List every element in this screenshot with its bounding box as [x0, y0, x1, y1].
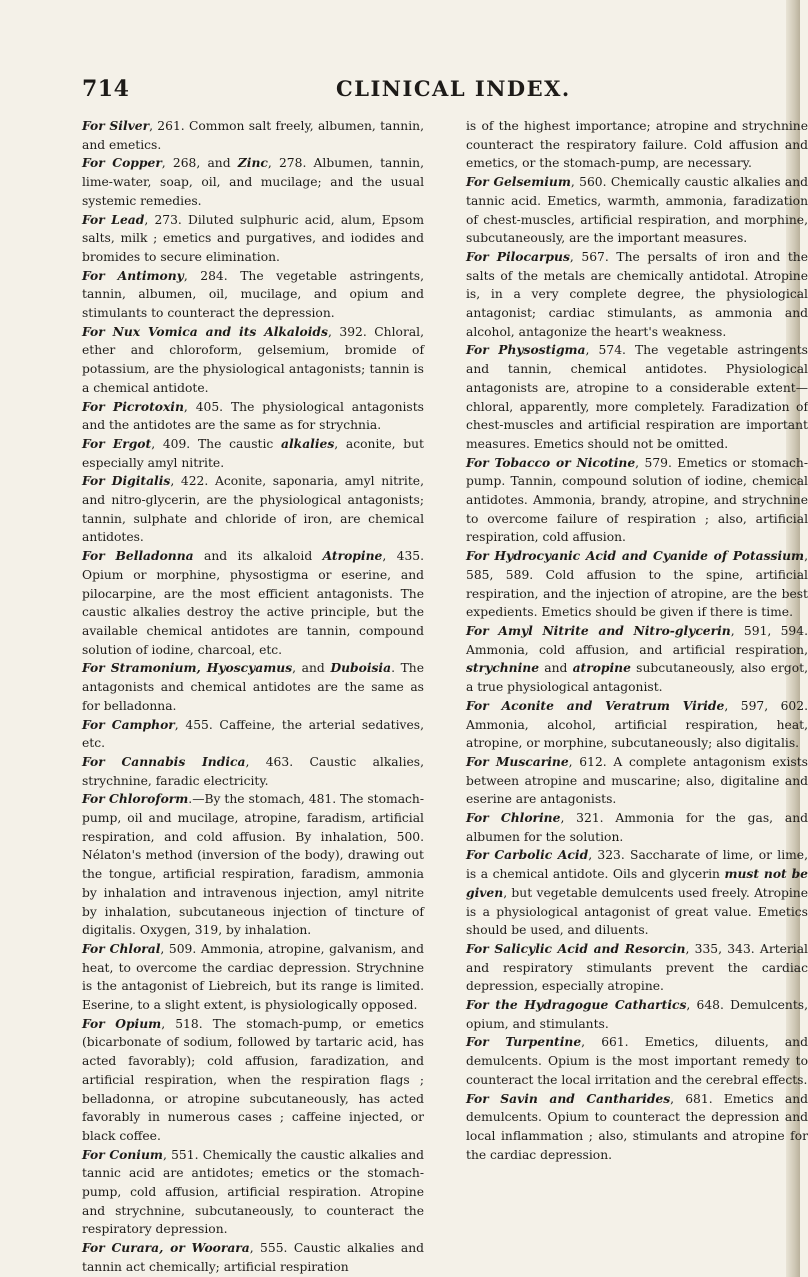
index-entry: For Chloroform.—By the stomach, 481. The stomach-pump, oil and mucilage, atropine, faradism, artificial respiration, and cold affusion. By inhalation, 500. Nélaton's method (inversion of the body), drawing out the tongue, artificial respiration, faradism, ammonia by inhalation and intravenous injection, amyl nitrite by inhalation, subcutaneous injection of tincture of digitalis. Oxygen, 319, by inhalation. [82, 791, 424, 938]
index-entry: For Hydrocyanic Acid and Cyanide of Potassium, 585, 589. Cold affusion to the spine, artificial respiration, and the injection of atropine, are the best expedients. Emetics should be given if there is time. [466, 548, 808, 620]
index-entry: For Cannabis Indica, 463. Caustic alkalies, strychnine, faradic electricity. [82, 753, 425, 788]
index-entry: For Belladonna and its alkaloid Atropine, 435. Opium or morphine, physostigma or eserine, and pilocarpine, are the most efficient antagonists. The caustic alkalies destroy the active principle, but the available chemical antidotes are tannin, compound solution of iodine, charcoal, etc. [82, 548, 424, 657]
index-entry: For Physostigma, 574. The vegetable astringents and tannin, chemical antidotes. Physiological antagonists are, atropine to a considerable extent—chloral, apparently, more completely. Faradization of chest-muscles and artificial respiration are important measures. Emetics should not be omitted. [466, 342, 808, 451]
index-entry: For Curara, or Woorara, 555. Caustic alkalies and tannin act chemically; artificial respiration [82, 1240, 424, 1274]
index-entry: For Salicylic Acid and Resorcin, 335, 343. Arterial and respiratory stimulants prevent the cardiac depression, especially atropine. [466, 940, 808, 994]
index-entry: For the Hydragogue Cathartics, 648. Demulcents, opium, and stimulants. [466, 997, 808, 1031]
page-number: 714 [82, 76, 130, 102]
index-entry: For Gelsemium, 560. Chemically caustic alkalies and tannic acid. Emetics, warmth, ammonia, faradization of chest-muscles, artificial respiration, and morphine, subcutaneously, are the important measures. [466, 174, 808, 246]
index-entry: For Tobacco or Nicotine, 579. Emetics or stomach-pump. Tannin, compound solution of iodine, chemical antidotes. Ammonia, brandy, atropine, and strychnine to overcome failure of respiration ; also, artificial respiration, cold affusion. [466, 454, 808, 545]
running-head: CLINICAL INDEX. [336, 76, 571, 101]
index-entry: For Stramonium, Hyoscyamus, and Duboisia. The antagonists and chemical antidotes are the same as for belladonna. [82, 660, 425, 713]
index-entry: For Savin and Cantharides, 681. Emetics and demulcents. Opium to counteract the depression and local inflammation ; also, stimulants and atropine for the cardiac depression. [466, 1090, 808, 1162]
index-entry: For Carbolic Acid, 323. Saccharate of lime, or lime, is a chemical antidote. Oils and glycerin must not be given, but vegetable demulcents used freely. Atropine is a physiological antagonist of great value. Emetics should be used, and diluents. [466, 847, 808, 938]
index-entry: For Picrotoxin, 405. The physiological antagonists and the antidotes are the same as for strychnia. [82, 398, 424, 433]
index-entry: For Aconite and Veratrum Viride, 597, 602. Ammonia, alcohol, artificial respiration, heat, atropine, or morphine, subcutaneously; also digitalis. [466, 697, 808, 751]
index-entry: For Ergot, 409. The caustic alkalies, aconite, but especially amyl nitrite. [82, 435, 424, 470]
right-column [466, 117, 808, 1164]
index-entry: For Antimony, 284. The vegetable astringents, tannin, albumen, oil, mucilage, and opium and stimulants to counteract the depression. [82, 267, 424, 321]
index-entry: For Pilocarpus, 567. The persalts of iron and the salts of the metals are chemically antidotal. Atropine is, in a very complete degree, the physiological antagonist; cardiac stimulants, as ammonia and alcohol, antagonize the heart's weakness. [466, 248, 808, 339]
index-entry: For Chlorine, 321. Ammonia for the gas, and albumen for the solution. [466, 810, 808, 844]
index-entry: For Conium, 551. Chemically the caustic alkalies and tannic acid are antidotes; emetics or the stomach-pump, cold affusion, artificial respiration. Atropine and strychnine, subcutaneously, to counteract the respiratory depression. [82, 1146, 424, 1237]
index-entry: For Camphor, 455. Caffeine, the arterial sedatives, etc. [82, 716, 424, 751]
index-entry: For Chloral, 509. Ammonia, atropine, galvanism, and heat, to overcome the cardiac depression. Strychnine is the antagonist of Liebreich, but its range is limited. Eserine, to a slight extent, is physiologically opposed. [82, 940, 424, 1013]
index-entry: For Opium, 518. The stomach-pump, or emetics (bicarbonate of sodium, followed by tartaric acid, has acted favorably); cold affusion, faradization, and artificial respiration, when the respiration flags ; belladonna, or atropine subcutaneously, has acted favorably in numerous cases ; caffeine injected, or black coffee. [82, 1015, 424, 1143]
index-entry: For Lead, 273. Diluted sulphuric acid, alum, Epsom salts, milk ; emetics and purgatives, and iodides and bromides to secure elimination. [82, 211, 424, 264]
index-entry: For Turpentine, 661. Emetics, diluents, and demulcents. Opium is the most important remedy to counteract the local irritation and the cerebral effects. [466, 1034, 808, 1087]
index-entry: For Copper, 268, and Zinc, 278. Albumen, tannin, lime-water, soap, oil, and mucilage; and the usual systemic remedies. [82, 155, 424, 208]
left-column [82, 117, 424, 1277]
index-entry: For Silver, 261. Common salt freely, albumen, tannin, and emetics. [82, 118, 424, 152]
index-entry: For Amyl Nitrite and Nitro-glycerin, 591, 594. Ammonia, cold affusion, and artificial respiration, strychnine and atropine subcutaneously, also ergot, a true physiological antagonist. [466, 622, 808, 695]
index-entry: For Muscarine, 612. A complete antagonism exists between atropine and muscarine; also, digitaline and eserine are antagonists. [466, 753, 808, 807]
index-entry: is of the highest importance; atropine and strychnine counteract the respiratory failure. Cold affusion and emetics, or the stomach-pump, are necessary. [466, 119, 808, 171]
index-entry: For Digitalis, 422. Aconite, saponaria, amyl nitrite, and nitro-glycerin, are the physiological antagonists; tannin, sulphate and chloride of iron, are chemical antidotes. [82, 473, 424, 545]
index-entry: For Nux Vomica and its Alkaloids, 392. Chloral, ether and chloroform, gelsemium, bromide of potassium, are the physiological antagonists; tannin is a chemical antidote. [82, 323, 424, 395]
